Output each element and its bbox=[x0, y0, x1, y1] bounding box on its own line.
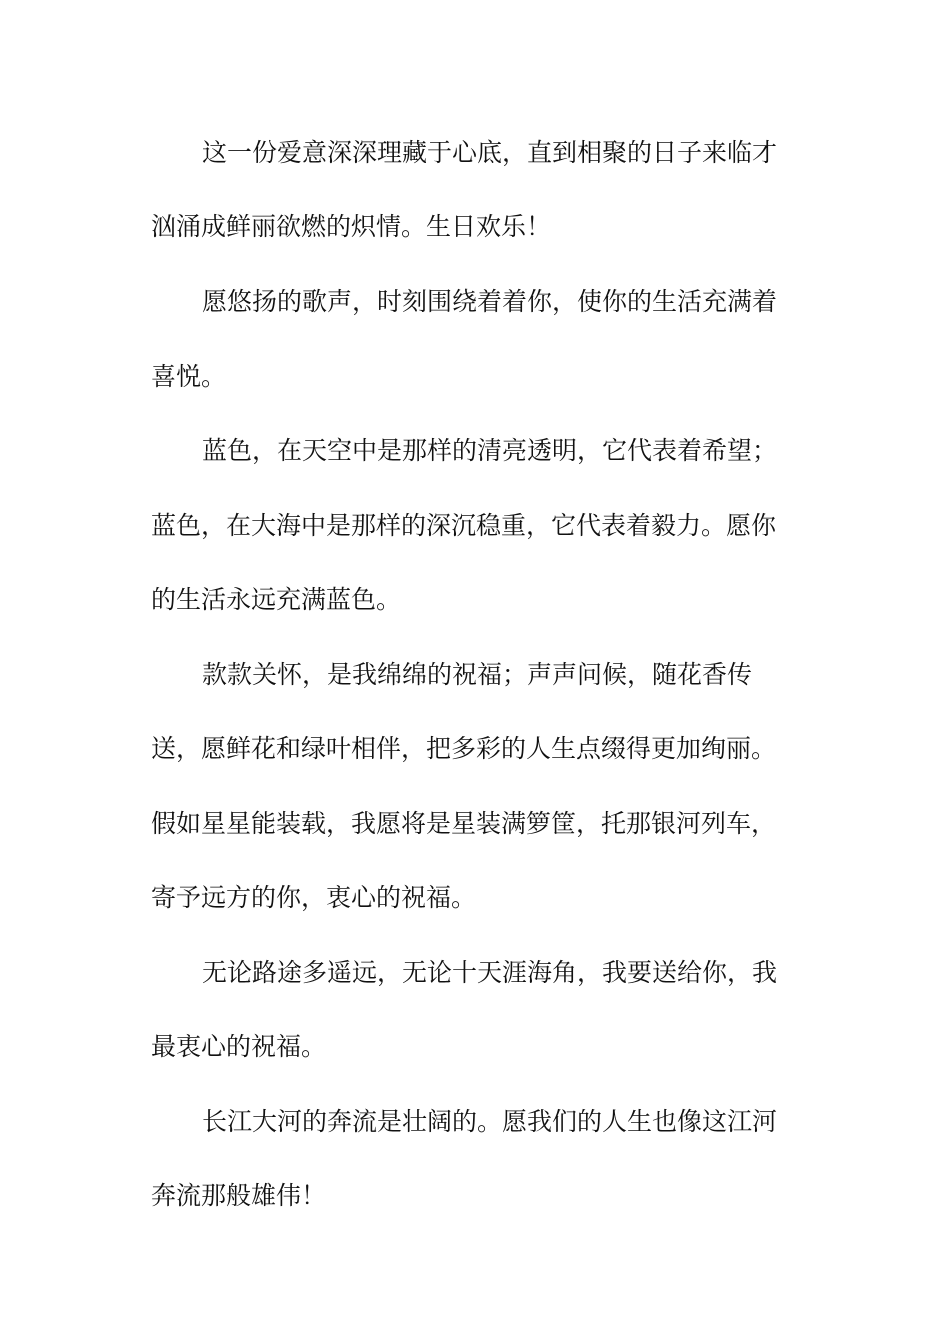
text-line: 最衷心的祝福。 bbox=[151, 1032, 327, 1061]
text-line: 假如星星能装载，我愿将是星装满箩筐，托那银河列车， bbox=[151, 809, 777, 838]
text-line: 长江大河的奔流是壮阔的。愿我们的人生也像这江河 bbox=[202, 1107, 778, 1136]
text-line: 蓝色，在大海中是那样的深沉稳重，它代表着毅力。愿你 bbox=[151, 511, 777, 540]
text-line: 愿悠扬的歌声，时刻围绕着着你，使你的生活充满着 bbox=[202, 287, 778, 316]
text-line: 寄予远方的你，衷心的祝福。 bbox=[151, 883, 477, 912]
text-line: 款款关怀，是我绵绵的祝福；声声问候，随花香传 bbox=[202, 660, 753, 689]
text-line: 汹涌成鲜丽欲燃的炽情。生日欢乐！ bbox=[151, 212, 552, 241]
text-line: 喜悦。 bbox=[151, 362, 227, 391]
text-line: 无论路途多遥远，无论十天涯海角，我要送给你，我 bbox=[202, 958, 778, 987]
text-line: 蓝色，在天空中是那样的清亮透明，它代表着希望； bbox=[202, 436, 778, 465]
text-line: 送，愿鲜花和绿叶相伴，把多彩的人生点缀得更加绚丽。 bbox=[151, 734, 777, 763]
text-line: 这一份爱意深深理藏于心底，直到相聚的日子来临才 bbox=[202, 138, 778, 167]
text-line: 奔流那般雄伟！ bbox=[151, 1181, 327, 1210]
text-line: 的生活永远充满蓝色。 bbox=[151, 585, 402, 614]
